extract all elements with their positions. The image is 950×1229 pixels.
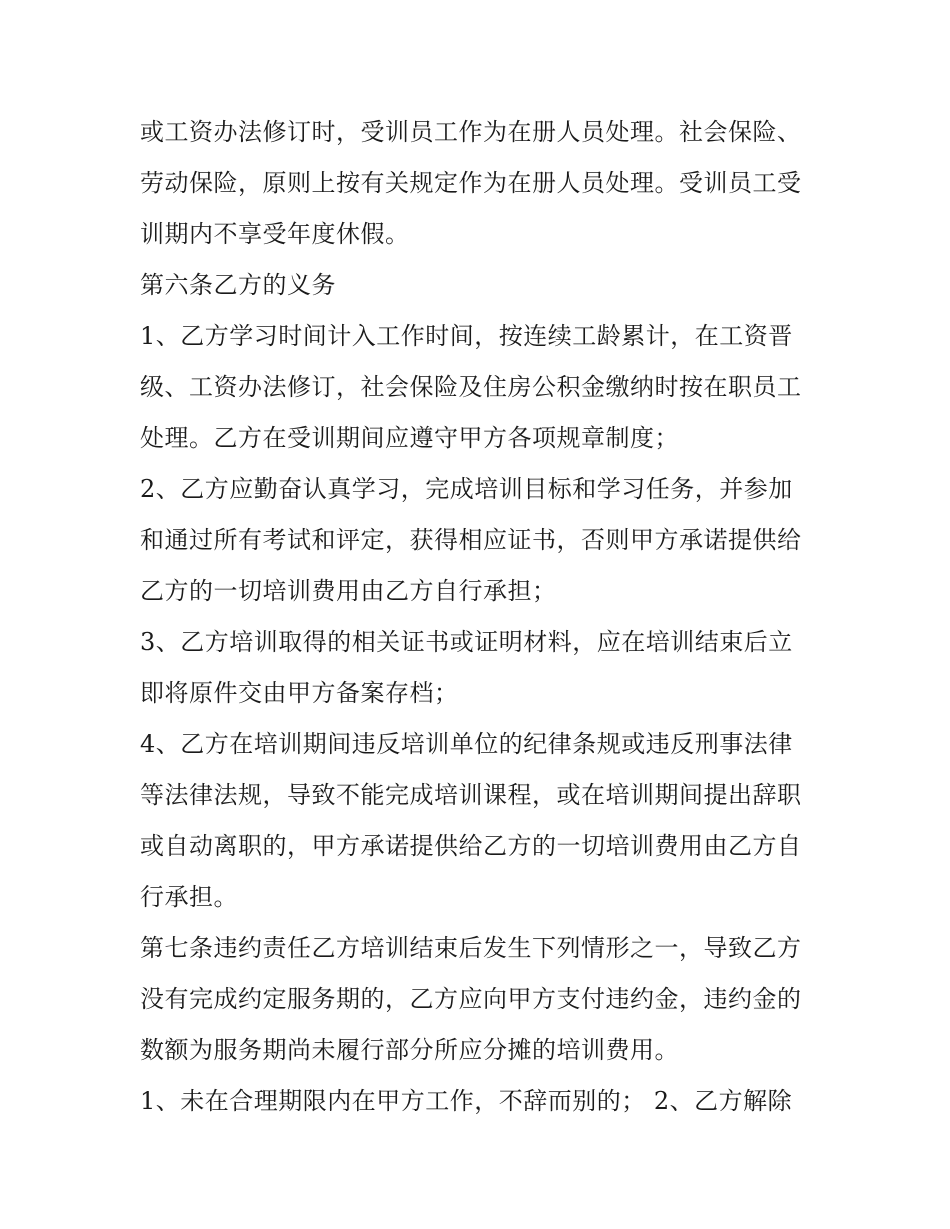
text-line: 4、乙方在培训期间违反培训单位的纪律条规或违反刑事法律 (140, 730, 793, 758)
text-line: 劳动保险，原则上按有关规定作为在册人员处理。受训员工受 (140, 169, 802, 197)
text-line: 3、乙方培训取得的相关证书或证明材料，应在培训结束后立 (140, 628, 793, 656)
text-line: 1、未在合理期限内在甲方工作，不辞而别的； 2、乙方解除 (140, 1087, 793, 1115)
text-line: 等法律法规，导致不能完成培训课程，或在培训期间提出辞职 (140, 781, 802, 809)
text-line: 处理。乙方在受训期间应遵守甲方各项规章制度； (140, 424, 679, 452)
text-line: 2、乙方应勤奋认真学习，完成培训目标和学习任务，并参加 (140, 475, 793, 503)
text-line: 没有完成约定服务期的，乙方应向甲方支付违约金，违约金的 (140, 985, 802, 1013)
text-line: 即将原件交由甲方备案存档； (140, 679, 459, 707)
text-line: 训期内不享受年度休假。 (140, 220, 410, 248)
document-body (140, 107, 830, 1127)
text-line: 和通过所有考试和评定，获得相应证书，否则甲方承诺提供给 (140, 526, 802, 554)
text-line: 或工资办法修订时，受训员工作为在册人员处理。社会保险、 (140, 118, 802, 146)
text-line: 1、乙方学习时间计入工作时间，按连续工龄累计，在工资晋 (140, 322, 793, 350)
section-heading-article-7: 第七条违约责任乙方培训结束后发生下列情形之一，导致乙方 (140, 934, 802, 962)
text-line: 级、工资办法修订，社会保险及住房公积金缴纳时按在职员工 (140, 373, 802, 401)
text-line: 或自动离职的，甲方承诺提供给乙方的一切培训费用由乙方自 (140, 832, 802, 860)
text-line: 行承担。 (140, 883, 238, 911)
text-line: 乙方的一切培训费用由乙方自行承担； (140, 577, 557, 605)
text-line: 数额为服务期尚未履行部分所应分摊的培训费用。 (140, 1036, 679, 1064)
section-heading-article-6: 第六条乙方的义务 (140, 271, 336, 299)
